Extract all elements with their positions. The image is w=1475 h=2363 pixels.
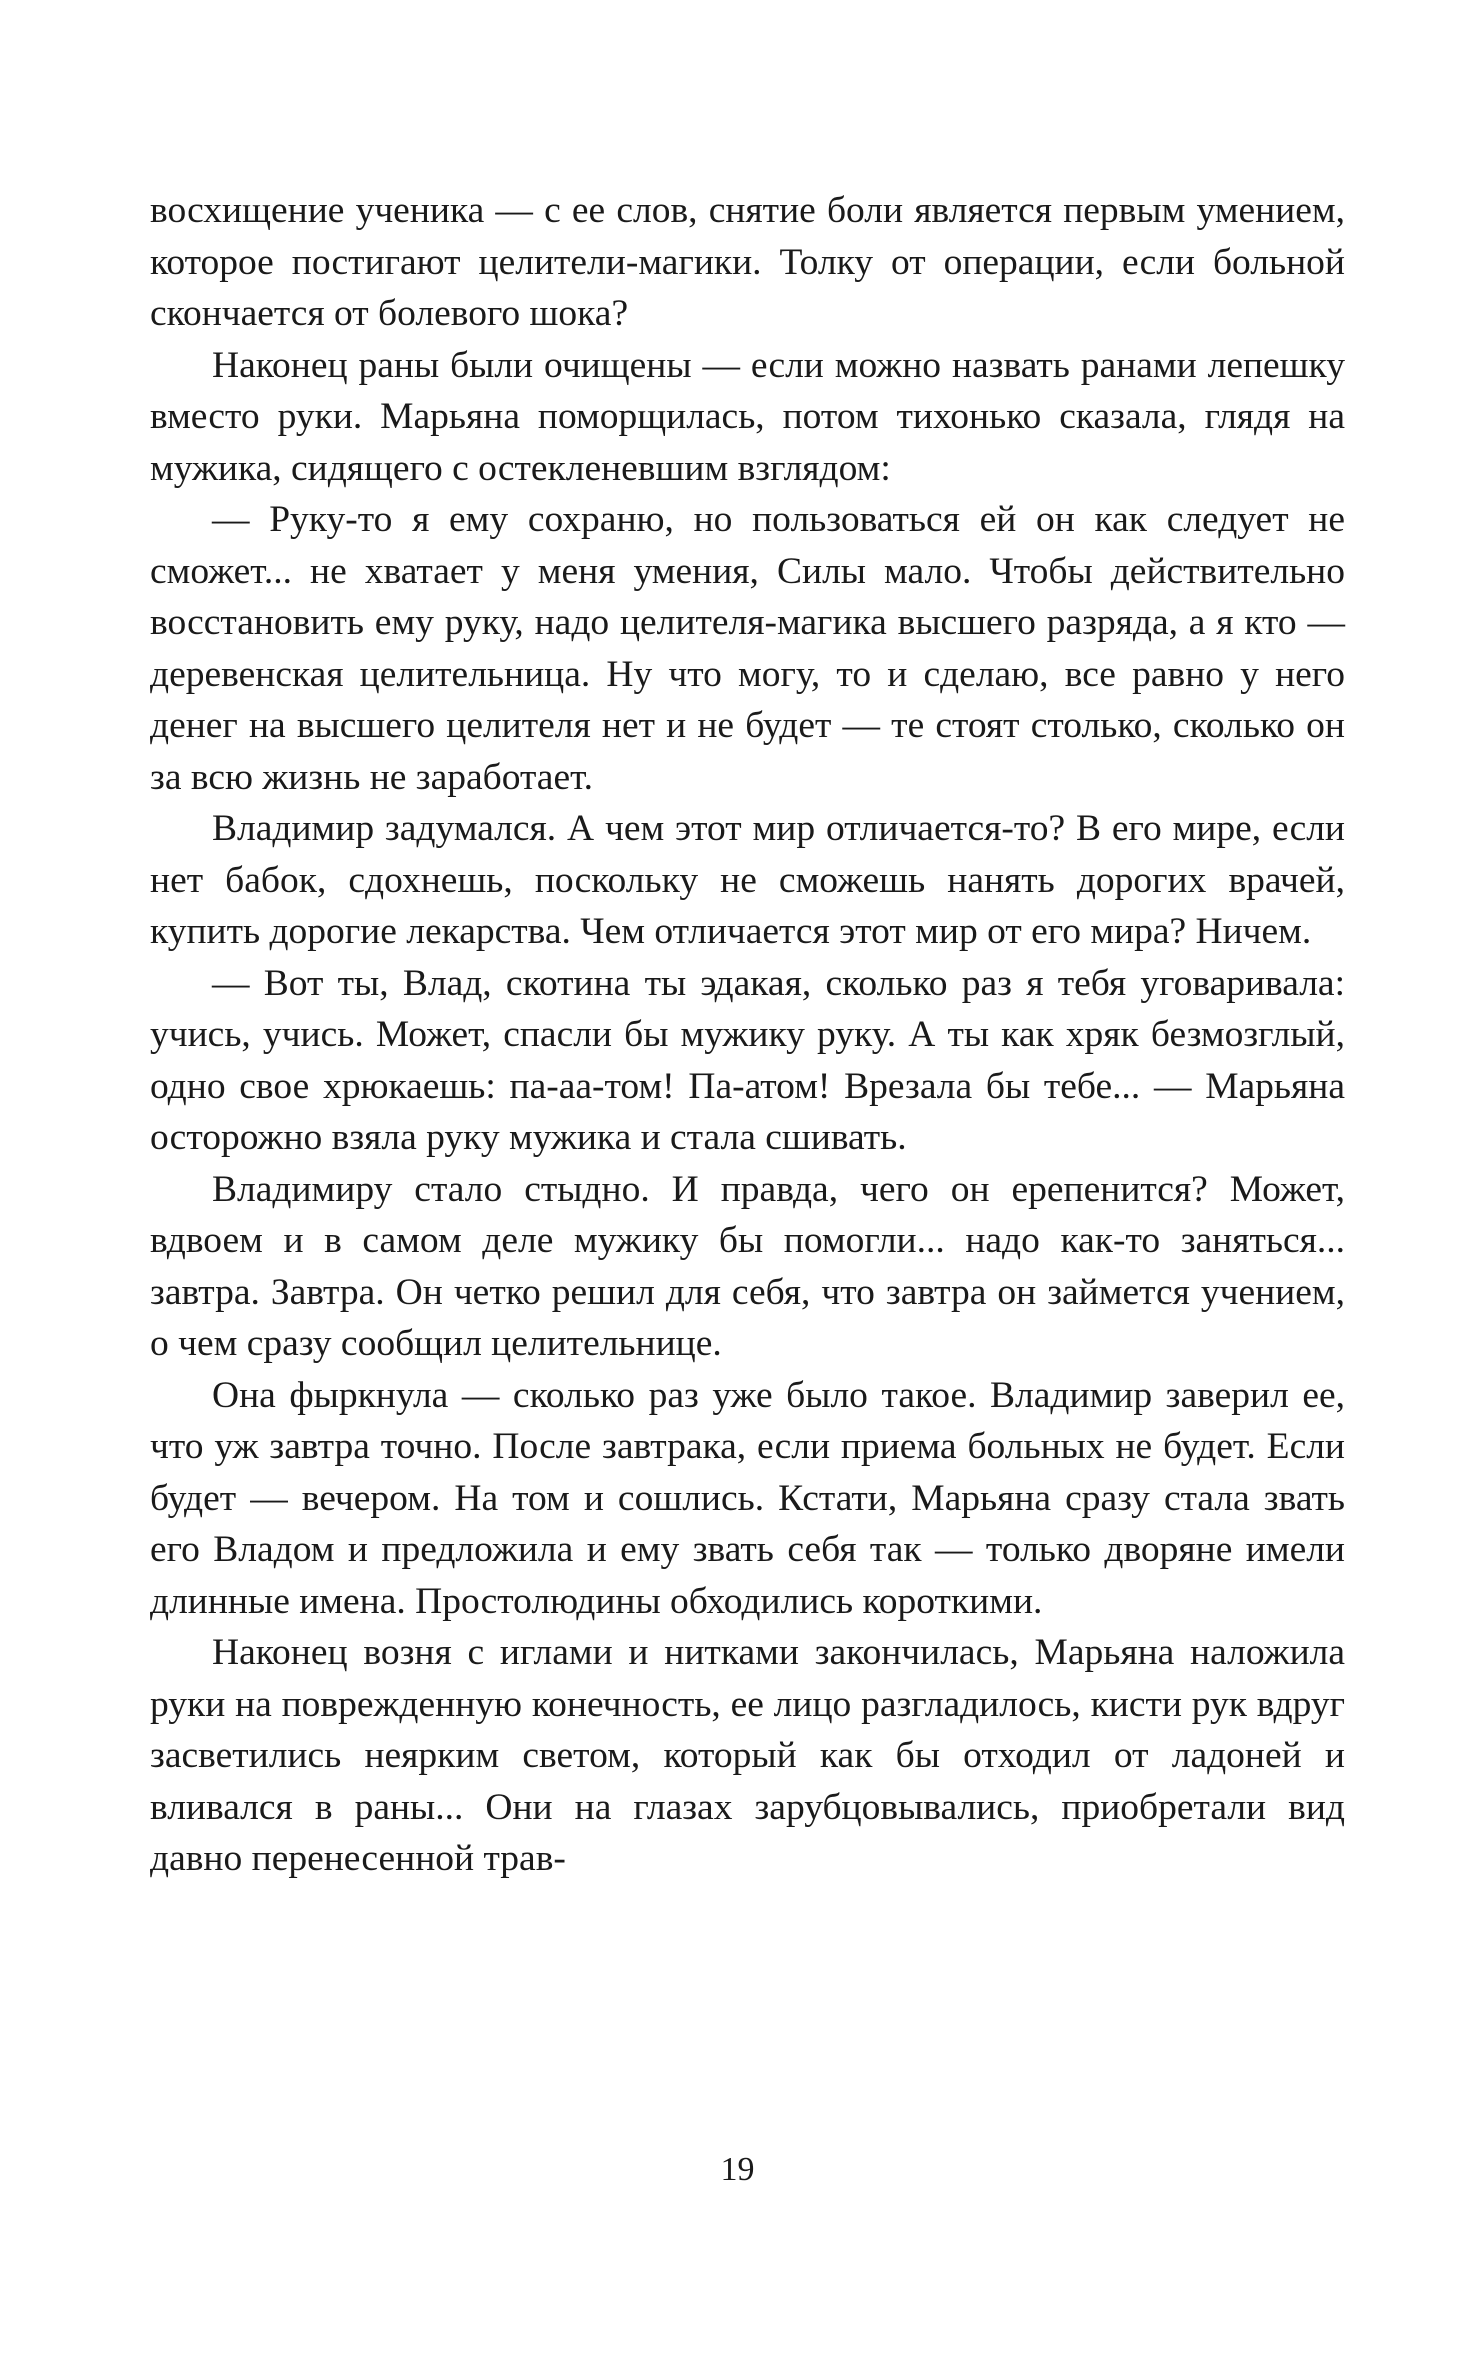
paragraph-8: Наконец возня с иглами и нитками закончилась, Марьяна наложила руки на поврежденную конечность, ее лицо разгладилось, кисти рук вдруг засветились неярким светом, который как бы отходил от ладоней и вливался в раны... Они на глазах зарубцовывались, приобретали вид давно перенесенной трав- [150, 1632, 1345, 1879]
page-number: 19 [720, 2151, 755, 2188]
paragraph-4: Владимир задумался. А чем этот мир отличается-то? В его мире, если нет бабок, сдохнешь, поскольку не сможешь нанять дорогих врачей, купить дорогие лекарства. Чем отличается этот мир от его мира? Ничем. [150, 808, 1345, 952]
paragraph-5: — Вот ты, Влад, скотина ты эдакая, сколько раз я тебя уговаривала: учись, учись. Может, спасли бы мужику руку. А ты как хряк безмозглый, одно свое хрюкаешь: па-аа-том! Па-атом! Врезала бы тебе... — Марьяна осторожно взяла руку мужика и стала сшивать. [150, 962, 1345, 1158]
paragraph-7: Она фыркнула — сколько раз уже было такое. Владимир заверил ее, что уж завтра точно. После завтрака, если приема больных не будет. Если будет — вечером. На том и сошлись. Кстати, Марьяна сразу стала звать его Владом и предложила и ему звать себя так — только дворяне имели длинные имена. Простолюдины обходились короткими. [150, 1374, 1345, 1622]
page-body-text [150, 185, 1345, 1885]
paragraph-1: восхищение ученика — с ее слов, снятие боли является первым умением, которое постигают целители-магики. Толку от операции, если больной скончается от болевого шока? [150, 190, 1345, 334]
paragraph-3: — Руку-то я ему сохраню, но пользоваться ей он как следует не сможет... не хватает у меня умения, Силы мало. Чтобы действительно восстановить ему руку, надо целителя-магика высшего разряда, а я кто — деревенская целительница. Ну что могу, то и сделаю, все равно у него денег на высшего целителя нет и не будет — те стоят столько, сколько он за всю жизнь не заработает. [150, 499, 1345, 798]
paragraph-6: Владимиру стало стыдно. И правда, чего он ерепенится? Может, вдвоем и в самом деле мужику бы помогли... надо как-то заняться... завтра. Завтра. Он четко решил для себя, что завтра он займется учением, о чем сразу сообщил целительнице. [150, 1168, 1345, 1364]
paragraph-2: Наконец раны были очищены — если можно назвать ранами лепешку вместо руки. Марьяна поморщилась, потом тихонько сказала, глядя на мужика, сидящего с остекленевшим взглядом: [150, 344, 1345, 489]
